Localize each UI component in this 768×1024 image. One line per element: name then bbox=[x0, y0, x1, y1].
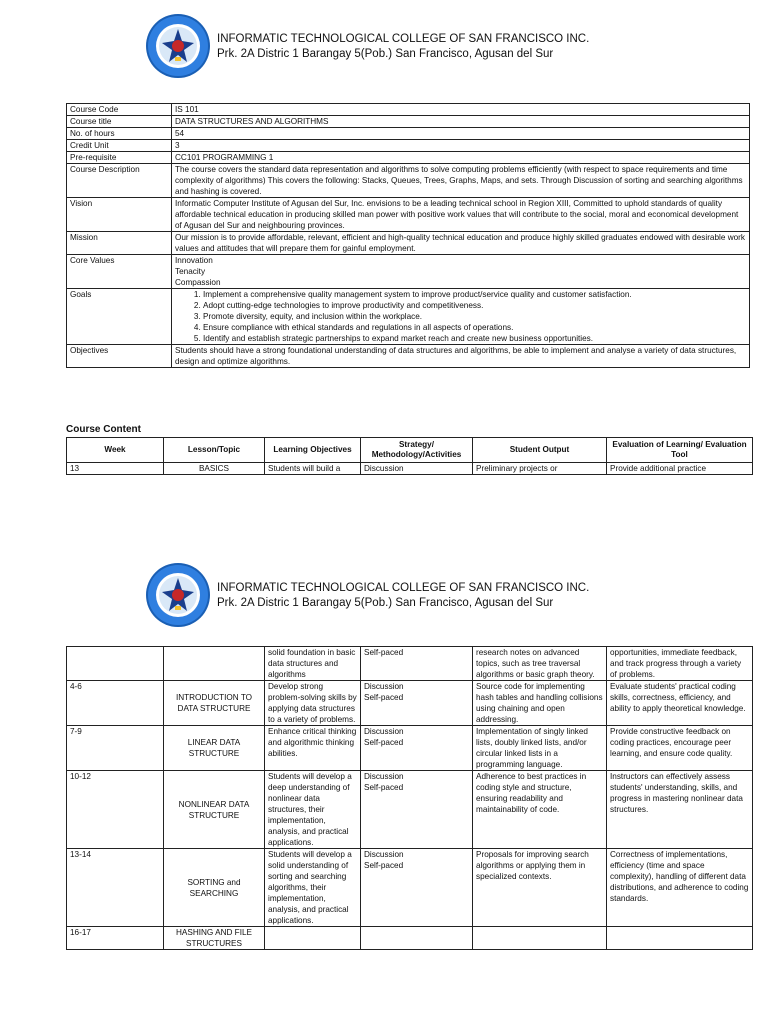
cell-week: 13-14 bbox=[67, 849, 164, 927]
objectives-label: Objectives bbox=[67, 345, 172, 368]
cell-output: research notes on advanced topics, such as tree traversal algorithms or basic graph theory. bbox=[473, 647, 607, 681]
cell-week: 16-17 bbox=[67, 927, 164, 950]
table-row bbox=[67, 771, 753, 849]
column-header-output: Student Output bbox=[473, 438, 607, 463]
column-header-evaluation: Evaluation of Learning/ Evaluation Tool bbox=[607, 438, 753, 463]
cell-topic: NONLINEAR DATA STRUCTURE bbox=[164, 771, 265, 849]
table-row bbox=[67, 140, 750, 152]
cell-topic bbox=[164, 647, 265, 681]
cell-output: Implementation of singly linked lists, doubly linked lists, and/or circular linked lists in a programming language. bbox=[473, 726, 607, 771]
prereq-label: Pre-requisite bbox=[67, 152, 172, 164]
institution-address: Prk. 2A Distric 1 Barangay 5(Pob.) San Francisco, Agusan del Sur bbox=[217, 597, 554, 609]
table-row bbox=[67, 726, 753, 771]
table-row bbox=[67, 463, 753, 475]
goals-label: Goals bbox=[67, 289, 172, 345]
column-header-week: Week bbox=[67, 438, 164, 463]
table-row bbox=[67, 647, 753, 681]
table-row bbox=[67, 232, 750, 255]
table-row bbox=[67, 681, 753, 726]
institution-name: INFORMATIC TECHNOLOGICAL COLLEGE OF SAN FRANCISCO INC. bbox=[217, 33, 590, 45]
description-label: Course Description bbox=[67, 164, 172, 198]
goal-item: 1. Implement a comprehensive quality management system to improve product/service quality and customer satisfaction. bbox=[203, 289, 746, 300]
table-row bbox=[67, 104, 750, 116]
core-value-item: Compassion bbox=[175, 278, 221, 287]
table-row bbox=[67, 116, 750, 128]
cell-topic: INTRODUCTION TO DATA STRUCTURE bbox=[164, 681, 265, 726]
course-content-table-continued bbox=[66, 646, 753, 950]
cell-objectives: Students will develop a solid understanding of sorting and searching algorithms, their implementation, analysis, and practical applications. bbox=[265, 849, 361, 927]
cell-objectives: Students will build a bbox=[265, 463, 361, 475]
goal-item: 3. Promote diversity, equity, and inclusion within the workplace. bbox=[203, 311, 746, 322]
table-row bbox=[67, 198, 750, 232]
cell-evaluation: Provide additional practice bbox=[607, 463, 753, 475]
column-header-strategy: Strategy/ Methodology/Activities bbox=[361, 438, 473, 463]
table-row bbox=[67, 128, 750, 140]
cell-output: Proposals for improving search algorithms or applying them in specialized contexts. bbox=[473, 849, 607, 927]
description-value: The course covers the standard data representation and algorithms to solve computing problems efficiently (with respect to space requirements and time complexity of algorithms) This covers the following: Stacks, Queues, Trees, Graphs, Maps, and sets. Through Discussion of sorting and searching algorithms and hashing is covered. bbox=[172, 164, 750, 198]
column-header-objectives: Learning Objectives bbox=[265, 438, 361, 463]
page-header bbox=[145, 562, 625, 630]
table-row bbox=[67, 164, 750, 198]
cell-evaluation bbox=[607, 927, 753, 950]
cell-strategy: Discussion Self-paced bbox=[361, 726, 473, 771]
cell-strategy: Discussion bbox=[361, 463, 473, 475]
table-row bbox=[67, 289, 750, 345]
credit-value: 3 bbox=[172, 140, 750, 152]
table-row bbox=[67, 345, 750, 368]
table-row bbox=[67, 927, 753, 950]
prereq-value: CC101 PROGRAMMING 1 bbox=[172, 152, 750, 164]
cell-objectives: solid foundation in basic data structures and algorithms bbox=[265, 647, 361, 681]
cell-topic: SORTING and SEARCHING bbox=[164, 849, 265, 927]
cell-strategy: Discussion Self-paced bbox=[361, 849, 473, 927]
cell-output bbox=[473, 927, 607, 950]
cell-strategy bbox=[361, 927, 473, 950]
cell-strategy: Discussion Self-paced bbox=[361, 681, 473, 726]
mission-label: Mission bbox=[67, 232, 172, 255]
course-content-title: Course Content bbox=[66, 424, 141, 435]
cell-evaluation: Provide constructive feedback on coding practices, encourage peer learning, and ensure code quality. bbox=[607, 726, 753, 771]
course-info-table bbox=[66, 103, 750, 368]
credit-label: Credit Unit bbox=[67, 140, 172, 152]
cell-output: Preliminary projects or bbox=[473, 463, 607, 475]
table-row bbox=[67, 152, 750, 164]
course-code-value: IS 101 bbox=[172, 104, 750, 116]
core-value-item: Tenacity bbox=[175, 267, 206, 276]
cell-topic: BASICS bbox=[164, 463, 265, 475]
institution-address: Prk. 2A Distric 1 Barangay 5(Pob.) San Francisco, Agusan del Sur bbox=[217, 48, 554, 60]
course-code-label: Course Code bbox=[67, 104, 172, 116]
column-header-topic: Lesson/Topic bbox=[164, 438, 265, 463]
college-seal-logo bbox=[145, 13, 211, 79]
cell-week: 13 bbox=[67, 463, 164, 475]
goals-list bbox=[172, 289, 750, 345]
cell-strategy: Discussion Self-paced bbox=[361, 771, 473, 849]
table-header-row bbox=[67, 438, 753, 463]
vision-label: Vision bbox=[67, 198, 172, 232]
hours-label: No. of hours bbox=[67, 128, 172, 140]
page-header bbox=[145, 13, 625, 81]
objectives-value: Students should have a strong foundational understanding of data structures and algorithms, be able to implement and analyse a variety of data structures, design and optimize algorithms. bbox=[172, 345, 750, 368]
core-value-item: Innovation bbox=[175, 256, 213, 265]
cell-evaluation: Correctness of implementations, efficiency (time and space complexity), handling of different data distributions, and adherence to coding standards. bbox=[607, 849, 753, 927]
cell-week: 4-6 bbox=[67, 681, 164, 726]
cell-week: 10-12 bbox=[67, 771, 164, 849]
cell-evaluation: opportunities, immediate feedback, and track progress through a variety of problems. bbox=[607, 647, 753, 681]
table-row bbox=[67, 255, 750, 289]
course-title-value: DATA STRUCTURES AND ALGORITHMS bbox=[172, 116, 750, 128]
cell-objectives: Enhance critical thinking and algorithmic thinking abilities. bbox=[265, 726, 361, 771]
college-seal-logo bbox=[145, 562, 211, 628]
course-content-table bbox=[66, 437, 753, 475]
cell-week bbox=[67, 647, 164, 681]
table-row bbox=[67, 849, 753, 927]
cell-output: Adherence to best practices in coding style and structure, ensuring readability and maintainability of code. bbox=[473, 771, 607, 849]
cell-topic: HASHING AND FILE STRUCTURES bbox=[164, 927, 265, 950]
course-title-label: Course title bbox=[67, 116, 172, 128]
cell-objectives: Students will develop a deep understanding of nonlinear data structures, their implementation, analysis, and practical applications. bbox=[265, 771, 361, 849]
core-values-list bbox=[172, 255, 750, 289]
cell-evaluation: Instructors can effectively assess students' understanding, skills, and progress in mastering nonlinear data structures. bbox=[607, 771, 753, 849]
goal-item: 2. Adopt cutting-edge technologies to improve productivity and competitiveness. bbox=[203, 300, 746, 311]
cell-week: 7-9 bbox=[67, 726, 164, 771]
goal-item: 5. Identify and establish strategic partnerships to expand market reach and create new business opportunities. bbox=[203, 333, 746, 344]
cell-objectives: Develop strong problem-solving skills by applying data structures to a variety of problems. bbox=[265, 681, 361, 726]
cell-topic: LINEAR DATA STRUCTURE bbox=[164, 726, 265, 771]
cell-output: Source code for implementing hash tables and handling collisions using chaining and open addressing. bbox=[473, 681, 607, 726]
goal-item: 4. Ensure compliance with ethical standards and regulations in all aspects of operations. bbox=[203, 322, 746, 333]
vision-value: Informatic Computer Institute of Agusan del Sur, Inc. envisions to be a leading technical school in Region XIII, Committed to uphold standards of quality affordable technical education in producing skilled man power with positive work values that will contribute to the social, moral and economical development of Agusan del Sur and neighbouring provinces. bbox=[172, 198, 750, 232]
hours-value: 54 bbox=[172, 128, 750, 140]
institution-name: INFORMATIC TECHNOLOGICAL COLLEGE OF SAN FRANCISCO INC. bbox=[217, 582, 590, 594]
cell-strategy: Self-paced bbox=[361, 647, 473, 681]
mission-value: Our mission is to provide affordable, relevant, efficient and high-quality technical education and produce highly skilled graduates endowed with desirable work values and attitudes that will prepare them for gainful employment. bbox=[172, 232, 750, 255]
cell-objectives bbox=[265, 927, 361, 950]
core-values-label: Core Values bbox=[67, 255, 172, 289]
cell-evaluation: Evaluate students' practical coding skills, correctness, efficiency, and ability to apply theoretical knowledge. bbox=[607, 681, 753, 726]
